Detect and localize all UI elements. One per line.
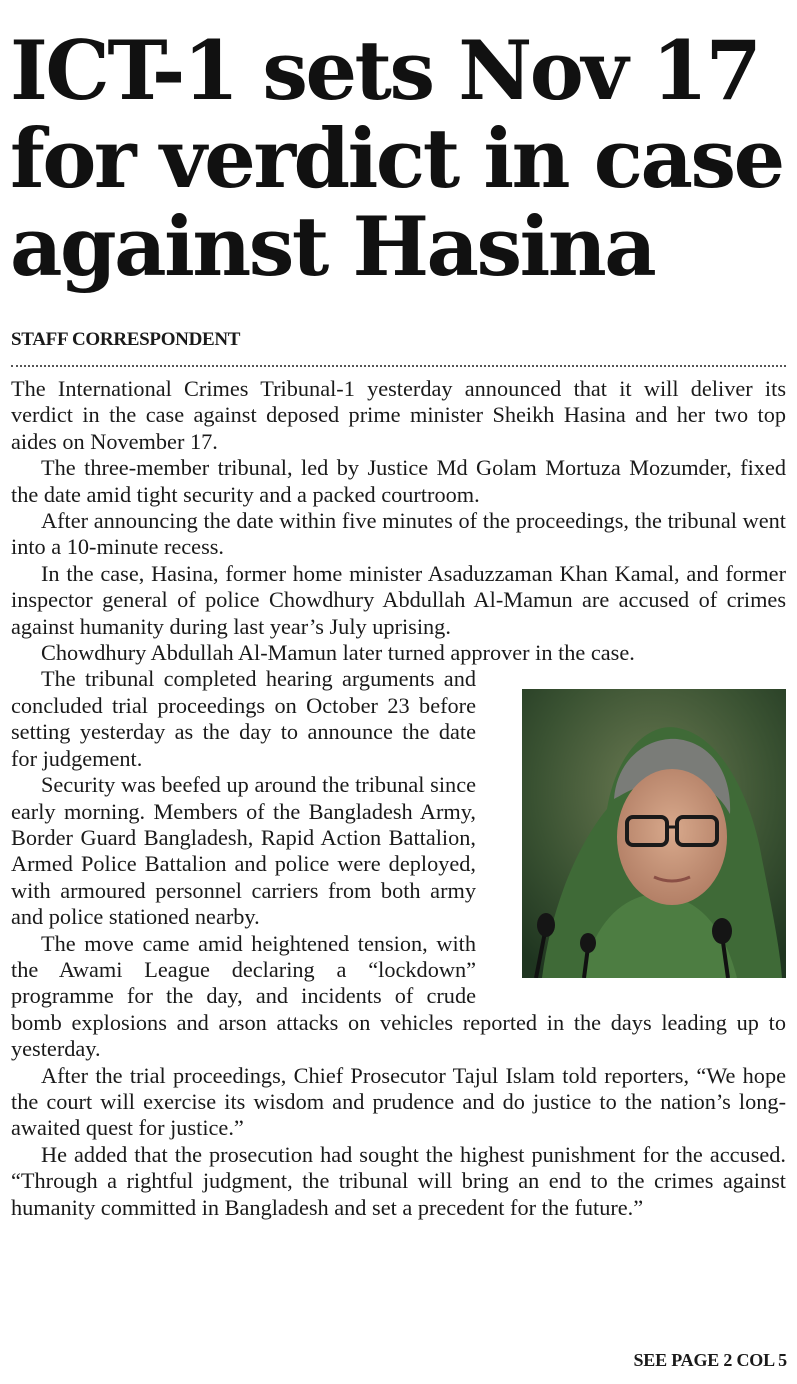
article-paragraph: After announcing the date within five minutes of the proceedings, the tribunal went into a 10-minute recess. [11, 508, 786, 560]
article-paragraph: In the case, Hasina, former home minister Asaduzzaman Khan Kamal, and former inspector general of police Chowdhury Abdullah Al-Mamun are accused of crimes against humanity during last year’s July uprising. [11, 560, 786, 639]
article-paragraph: The move came amid heightened tension, with the Awami League declaring a “lockdown” programme for the day, and incidents of crude bomb explosions and arson attacks on vehicles reported in the days leading up to yesterday. [11, 930, 786, 1062]
article-paragraph: Security was beefed up around the tribunal since early morning. Members of the Bangladesh Army, Border Guard Bangladesh, Rapid Action Battalion, Armed Police Battalion and police were deployed, with armoured personnel carriers from both army and police stationed nearby. [11, 772, 476, 930]
article-paragraph: After the trial proceedings, Chief Prosecutor Tajul Islam told reporters, “We hope the court will exercise its wisdom and prudence and do justice to the nation’s long-awaited quest for justice.” [11, 1062, 786, 1141]
article-paragraph: The tribunal completed hearing arguments and concluded trial proceedings on October 23 before setting yesterday as the day to announce the date for judgement. [11, 666, 476, 771]
article-paragraph: The International Crimes Tribunal-1 yesterday announced that it will deliver its verdict in the case against deposed prime minister Sheikh Hasina and her two top aides on November 17. [11, 376, 786, 454]
continuation-note: SEE PAGE 2 COL 5 [633, 1350, 787, 1370]
portrait-illustration [522, 689, 786, 978]
headline: ICT-1 sets Nov 17 for verdict in case against Hasina [10, 24, 783, 295]
article-paragraph: The three-member tribunal, led by Justice Md Golam Mortuza Mozumder, fixed the date amid tight security and a packed courtroom. [11, 455, 786, 507]
byline: STAFF CORRESPONDENT [11, 329, 241, 350]
dotted-divider [11, 365, 786, 367]
article-photo [522, 689, 786, 978]
article-body [11, 376, 786, 1221]
article-paragraph: He added that the prosecution had sought the highest punishment for the accused. “Through a rightful judgment, the tribunal will bring an end to the crimes against humanity committed in Bangladesh and set a precedent for the future.” [11, 1141, 786, 1220]
article-paragraph: Chowdhury Abdullah Al-Mamun later turned approver in the case. [41, 640, 635, 666]
